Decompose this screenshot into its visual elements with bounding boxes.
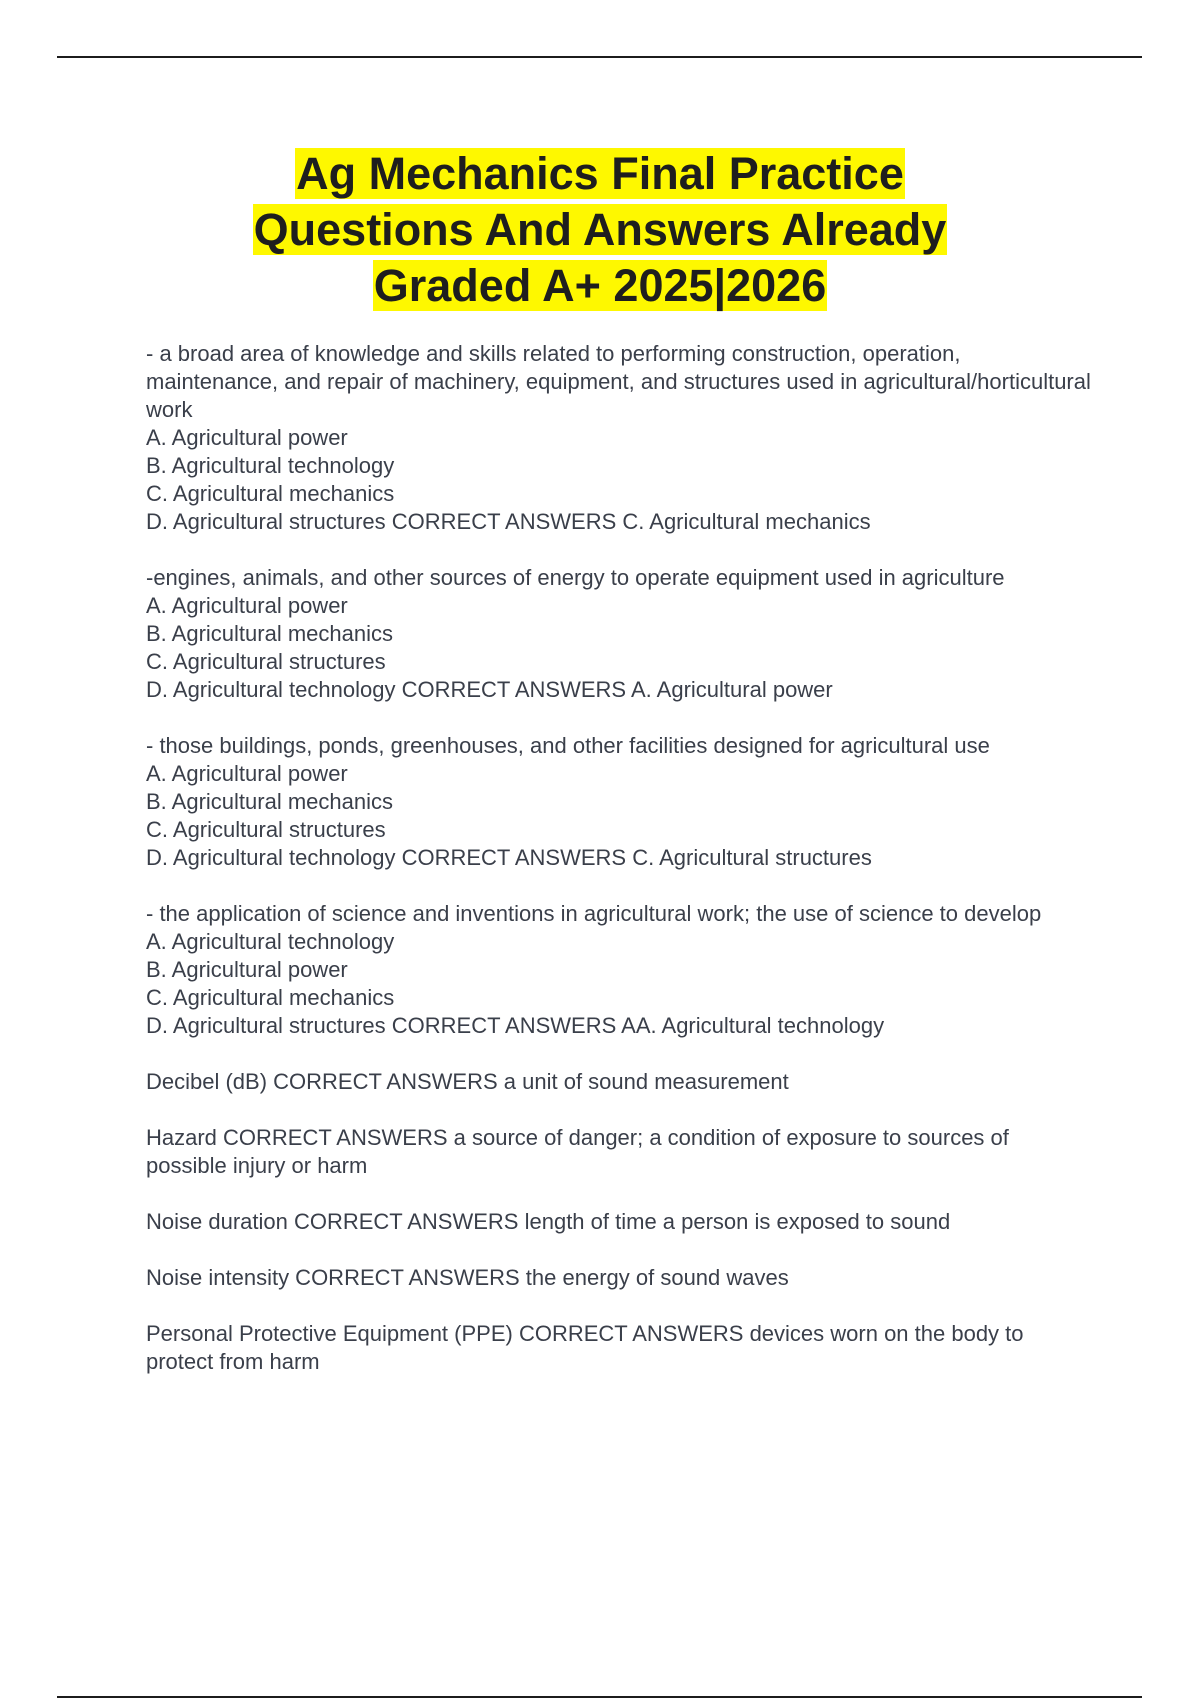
title-line-3: Graded A+ 2025|2026: [373, 260, 827, 311]
definition-text: Noise intensity CORRECT ANSWERS the energy of sound waves: [146, 1265, 789, 1290]
answer-option: C. Agricultural mechanics: [146, 481, 395, 506]
answer-option: B. Agricultural technology: [146, 453, 395, 478]
question-prompt: - the application of science and inventions in agricultural work; the use of science to develop: [146, 901, 1042, 926]
title-line-1: Ag Mechanics Final Practice: [296, 148, 904, 199]
question-2: [146, 564, 1096, 704]
question-prompt: - those buildings, ponds, greenhouses, and other facilities designed for agricultural use: [146, 733, 990, 758]
answer-option: C. Agricultural mechanics: [146, 985, 395, 1010]
question-3: [146, 732, 1096, 872]
definition-text: Noise duration CORRECT ANSWERS length of time a person is exposed to sound: [146, 1209, 951, 1234]
answer-option: A. Agricultural power: [146, 761, 348, 786]
footer-rule: [57, 1696, 1142, 1698]
definition-noise-intensity: [146, 1264, 1096, 1292]
definition-text: Decibel (dB) CORRECT ANSWERS a unit of sound measurement: [146, 1069, 789, 1094]
answer-option: D. Agricultural technology CORRECT ANSWERS C. Agricultural structures: [146, 845, 872, 870]
answer-option: B. Agricultural power: [146, 957, 348, 982]
title-line-2: Questions And Answers Already: [253, 204, 947, 255]
header-rule: [57, 56, 1142, 58]
document-body: [146, 340, 1096, 1404]
page-title: [100, 146, 1100, 314]
definition-hazard: [146, 1124, 1096, 1180]
definition-noise-duration: [146, 1208, 1096, 1236]
definition-text: Hazard CORRECT ANSWERS a source of danger; a condition of exposure to sources of possible injury or harm: [146, 1125, 1009, 1178]
question-1: [146, 340, 1096, 536]
answer-option: B. Agricultural mechanics: [146, 789, 393, 814]
answer-option: D. Agricultural structures CORRECT ANSWERS AA. Agricultural technology: [146, 1013, 885, 1038]
answer-option: C. Agricultural structures: [146, 817, 386, 842]
definition-ppe: [146, 1320, 1096, 1376]
definition-text: Personal Protective Equipment (PPE) CORRECT ANSWERS devices worn on the body to protect from harm: [146, 1321, 1024, 1374]
question-prompt: - a broad area of knowledge and skills related to performing construction, operation, maintenance, and repair of machinery, equipment, and structures used in agricultural/horticultural work: [146, 341, 1091, 422]
answer-option: A. Agricultural power: [146, 593, 348, 618]
answer-option: A. Agricultural technology: [146, 929, 395, 954]
question-prompt: -engines, animals, and other sources of energy to operate equipment used in agriculture: [146, 565, 1005, 590]
answer-option: D. Agricultural structures CORRECT ANSWERS C. Agricultural mechanics: [146, 509, 871, 534]
answer-option: C. Agricultural structures: [146, 649, 386, 674]
definition-decibel: [146, 1068, 1096, 1096]
answer-option: D. Agricultural technology CORRECT ANSWERS A. Agricultural power: [146, 677, 833, 702]
question-4: [146, 900, 1096, 1040]
answer-option: B. Agricultural mechanics: [146, 621, 393, 646]
answer-option: A. Agricultural power: [146, 425, 348, 450]
